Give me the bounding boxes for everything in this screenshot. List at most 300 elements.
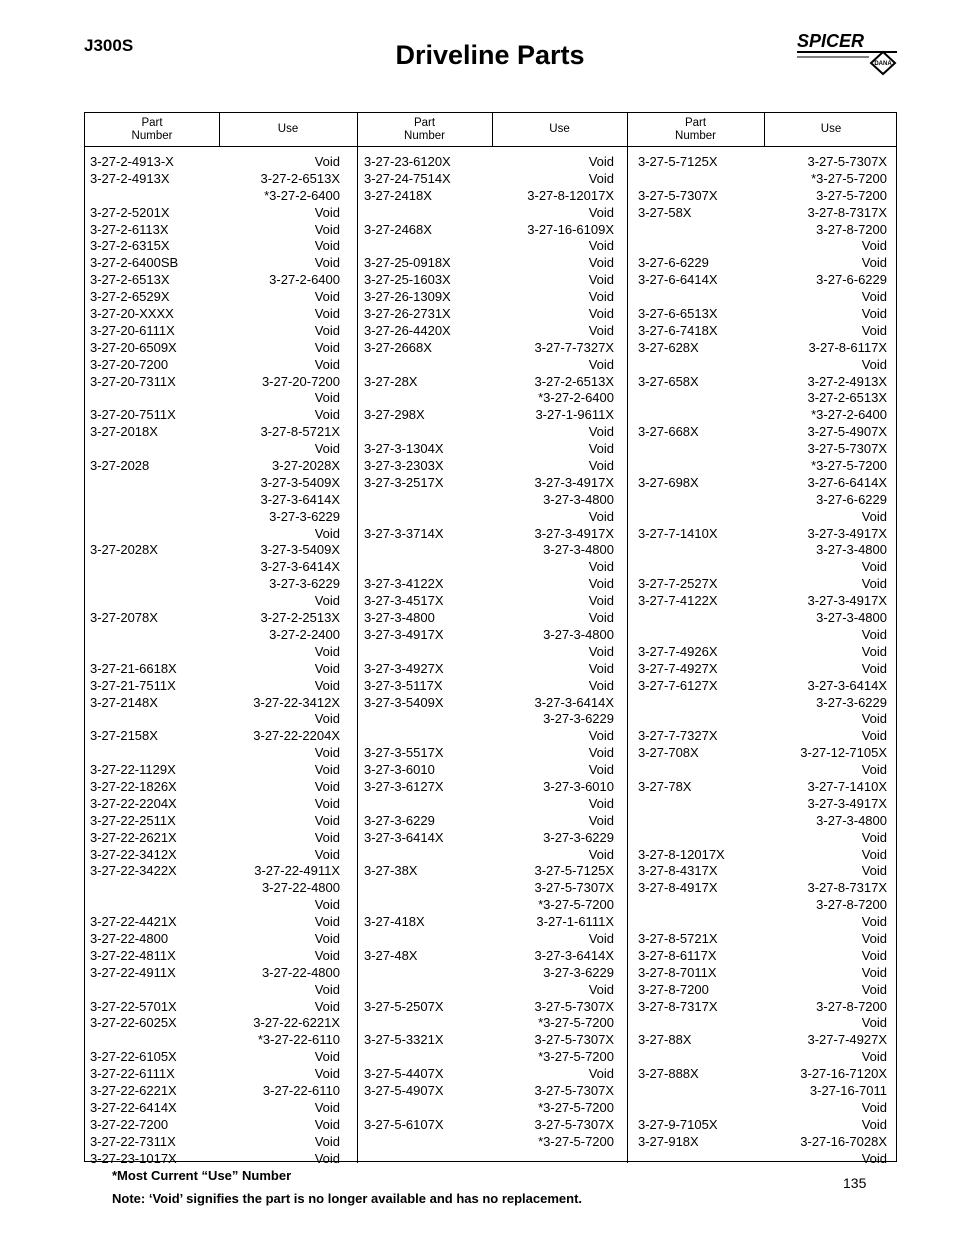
table-row	[638, 323, 887, 340]
table-row	[638, 948, 887, 965]
table-row	[90, 542, 340, 559]
table-row	[638, 610, 887, 627]
use-value: Void	[588, 424, 614, 440]
divider	[219, 113, 220, 146]
use-value: Void	[861, 626, 887, 642]
part-number: 3-27-24-7514X	[364, 170, 451, 186]
table-row	[90, 255, 340, 272]
table-row	[638, 1100, 887, 1117]
part-number: 3-27-22-2621X	[90, 829, 177, 845]
table-row	[638, 1015, 887, 1032]
table-row	[364, 255, 614, 272]
table-row	[90, 441, 340, 458]
part-number: 3-27-22-3412X	[90, 846, 177, 862]
use-value: 3-27-22-4800	[261, 964, 340, 980]
use-value: 3-27-3-6414X	[534, 947, 614, 963]
table-row	[90, 948, 340, 965]
table-row	[364, 542, 614, 559]
use-value: 3-27-5-7307X	[807, 441, 887, 457]
table-row	[90, 576, 340, 593]
table-row	[364, 238, 614, 255]
use-value: Void	[314, 221, 340, 237]
use-value: 3-27-2-6513X	[807, 390, 887, 406]
table-row	[90, 1015, 340, 1032]
table-row	[638, 830, 887, 847]
use-value: *3-27-5-7200	[538, 897, 614, 913]
use-value: 3-27-22-4800	[261, 880, 340, 896]
use-value: Void	[314, 998, 340, 1014]
part-number: 3-27-668X	[638, 424, 699, 440]
use-value: Void	[861, 964, 887, 980]
table-row	[90, 272, 340, 289]
part-number: 3-27-2-6400SB	[90, 255, 179, 271]
part-number: 3-27-3-2303X	[364, 458, 444, 474]
part-number: 3-27-22-6105X	[90, 1049, 177, 1065]
use-value: Void	[314, 812, 340, 828]
header-part-number-3: Part Number	[675, 116, 716, 142]
use-value: 3-27-3-6414X	[534, 694, 614, 710]
table-row	[364, 999, 614, 1016]
use-value: Void	[588, 728, 614, 744]
part-number: 3-27-7-2527X	[638, 576, 718, 592]
use-value: Void	[861, 306, 887, 322]
table-row	[364, 306, 614, 323]
table-row	[638, 205, 887, 222]
use-value: Void	[314, 339, 340, 355]
use-value: Void	[588, 1066, 614, 1082]
part-number: 3-27-3-6229	[364, 812, 435, 828]
use-value: Void	[314, 846, 340, 862]
part-number: 3-27-5-3321X	[364, 1032, 444, 1048]
part-number: 3-27-21-7511X	[90, 677, 176, 693]
use-value: Void	[861, 711, 887, 727]
use-value: Void	[588, 289, 614, 305]
use-value: 3-27-5-7307X	[534, 880, 614, 896]
model-code: J300S	[84, 36, 134, 55]
parts-column-3	[638, 154, 887, 1167]
table-row	[90, 1032, 340, 1049]
use-value: Void	[588, 745, 614, 761]
part-number: 3-27-7-4926X	[638, 643, 718, 659]
use-value: 3-27-1-9611X	[535, 407, 614, 423]
use-value: 3-27-22-4911X	[254, 863, 340, 879]
part-number: 3-27-7-1410X	[638, 525, 718, 541]
use-value: Void	[588, 576, 614, 592]
table-row	[90, 965, 340, 982]
table-row	[638, 661, 887, 678]
table-row	[364, 272, 614, 289]
part-number: 3-27-8-4317X	[638, 863, 718, 879]
table-row	[90, 559, 340, 576]
use-value: Void	[314, 322, 340, 338]
table-row	[90, 779, 340, 796]
use-value: Void	[861, 762, 887, 778]
part-number: 3-27-25-0918X	[364, 255, 451, 271]
table-row	[90, 492, 340, 509]
table-row	[364, 1032, 614, 1049]
table-row	[90, 323, 340, 340]
use-value: Void	[861, 508, 887, 524]
part-number: 3-27-20-7511X	[90, 407, 176, 423]
part-number: 3-27-3-5517X	[364, 745, 444, 761]
use-value: 3-27-7-7327X	[534, 339, 614, 355]
use-value: 3-27-3-4800	[816, 812, 887, 828]
table-row	[638, 897, 887, 914]
part-number: 3-27-658X	[638, 373, 699, 389]
use-value: Void	[588, 272, 614, 288]
part-number: 3-27-2-6513X	[90, 272, 170, 288]
table-row	[638, 999, 887, 1016]
part-number: 3-27-6-7418X	[638, 322, 718, 338]
use-value: Void	[588, 508, 614, 524]
table-row	[638, 728, 887, 745]
use-value: Void	[314, 930, 340, 946]
use-value: Void	[314, 390, 340, 406]
part-number: 3-27-5-4907X	[364, 1082, 444, 1098]
use-value: Void	[314, 525, 340, 541]
table-row	[364, 188, 614, 205]
part-number: 3-27-3-4122X	[364, 576, 444, 592]
table-row	[638, 847, 887, 864]
part-number: 3-27-22-1129X	[90, 762, 176, 778]
table-row	[90, 695, 340, 712]
table-row	[90, 1066, 340, 1083]
use-value: 3-27-2028X	[272, 458, 340, 474]
use-value: Void	[314, 593, 340, 609]
use-value: 3-27-5-7307X	[534, 1082, 614, 1098]
table-row	[638, 238, 887, 255]
table-row	[364, 1015, 614, 1032]
table-row	[638, 154, 887, 171]
use-value: 3-27-3-4917X	[807, 593, 887, 609]
part-number: 3-27-3-6010	[364, 762, 435, 778]
part-number: 3-27-2028	[90, 458, 150, 474]
part-number: 3-27-48X	[364, 947, 418, 963]
table-row	[364, 559, 614, 576]
part-number: 3-27-8-5721X	[638, 930, 718, 946]
use-value: Void	[861, 289, 887, 305]
table-row	[638, 965, 887, 982]
part-number: 3-27-2-4913-X	[90, 154, 174, 169]
table-row	[364, 1134, 614, 1151]
table-row	[90, 1134, 340, 1151]
table-row	[90, 526, 340, 543]
use-value: 3-27-5-7307X	[534, 1116, 614, 1132]
table-row	[638, 914, 887, 931]
part-number: 3-27-3-2517X	[364, 474, 444, 490]
use-value: Void	[588, 812, 614, 828]
part-number: 3-27-2148X	[90, 694, 158, 710]
part-number: 3-27-3-4517X	[364, 593, 444, 609]
logo-dana: DANA	[874, 61, 892, 67]
part-number: 3-27-6-6414X	[638, 272, 718, 288]
use-value: Void	[314, 711, 340, 727]
use-value: Void	[588, 238, 614, 254]
table-row	[364, 728, 614, 745]
part-number: 3-27-3-4927X	[364, 660, 444, 676]
table-row	[638, 627, 887, 644]
table-row	[364, 897, 614, 914]
use-value: *3-27-2-6400	[811, 407, 887, 423]
part-number: 3-27-698X	[638, 474, 699, 490]
part-number: 3-27-78X	[638, 778, 692, 794]
use-value: Void	[314, 660, 340, 676]
spicer-logo	[795, 28, 905, 78]
use-value: Void	[861, 930, 887, 946]
use-value: 3-27-3-4800	[543, 491, 614, 507]
use-value: 3-27-22-6110	[262, 1082, 340, 1098]
part-number: 3-27-708X	[638, 745, 699, 761]
part-number: 3-27-2418X	[364, 187, 432, 203]
part-number: 3-27-418X	[364, 914, 425, 930]
table-row	[90, 1100, 340, 1117]
table-header	[85, 113, 896, 147]
table-row	[638, 644, 887, 661]
table-row	[90, 475, 340, 492]
use-value: 3-27-2-4913X	[807, 373, 887, 389]
use-value: Void	[588, 458, 614, 474]
use-value: 3-27-2-6513X	[260, 170, 340, 186]
use-value: Void	[861, 238, 887, 254]
table-row	[364, 813, 614, 830]
parts-column-1	[90, 154, 340, 1167]
use-value: 3-27-8-5721X	[260, 424, 340, 440]
use-value: 3-27-3-6010	[543, 778, 614, 794]
table-row	[90, 188, 340, 205]
table-row	[364, 407, 614, 424]
table-row	[638, 931, 887, 948]
part-number: 3-27-2078X	[90, 610, 158, 626]
use-value: 3-27-12-7105X	[800, 745, 887, 761]
use-value: 3-27-22-2204X	[253, 728, 340, 744]
use-value: 3-27-20-7200	[261, 373, 340, 389]
use-value: 3-27-3-4800	[816, 542, 887, 558]
part-number: 3-27-20-7311X	[90, 373, 176, 389]
table-row	[364, 914, 614, 931]
table-row	[638, 407, 887, 424]
table-row	[364, 948, 614, 965]
table-row	[90, 931, 340, 948]
use-value: Void	[588, 762, 614, 778]
table-row	[364, 509, 614, 526]
use-value: Void	[314, 947, 340, 963]
part-number: 3-27-2018X	[90, 424, 158, 440]
table-row	[90, 593, 340, 610]
use-value: Void	[861, 660, 887, 676]
use-value: Void	[861, 846, 887, 862]
table-row	[638, 559, 887, 576]
part-number: 3-27-8-7317X	[638, 998, 718, 1014]
use-value: Void	[861, 643, 887, 659]
part-number: 3-27-298X	[364, 407, 425, 423]
part-number: 3-27-8-7200	[638, 981, 709, 997]
use-value: Void	[588, 981, 614, 997]
use-value: Void	[861, 1049, 887, 1065]
part-number: 3-27-22-6111X	[90, 1066, 175, 1082]
use-value: *3-27-22-6110	[257, 1032, 340, 1048]
use-value: Void	[314, 204, 340, 220]
table-row	[90, 847, 340, 864]
use-value: Void	[588, 255, 614, 271]
table-row	[90, 796, 340, 813]
table-row	[638, 813, 887, 830]
table-row	[638, 1134, 887, 1151]
use-value: *3-27-5-7200	[811, 170, 887, 186]
table-row	[364, 205, 614, 222]
table-row	[638, 475, 887, 492]
table-row	[90, 205, 340, 222]
use-value: 3-27-8-12017X	[527, 187, 614, 203]
part-number: 3-27-5-2507X	[364, 998, 444, 1014]
use-value: Void	[314, 255, 340, 271]
header-part-number-2: Part Number	[404, 116, 445, 142]
part-number: 3-27-3-5409X	[364, 694, 444, 710]
part-number: 3-27-7-4927X	[638, 660, 718, 676]
use-value: 3-27-3-6414X	[807, 677, 887, 693]
table-row	[364, 154, 614, 171]
table-row	[364, 762, 614, 779]
table-row	[90, 407, 340, 424]
table-row	[638, 171, 887, 188]
table-row	[638, 1049, 887, 1066]
table-row	[364, 1117, 614, 1134]
divider	[764, 113, 765, 146]
use-value: Void	[861, 1099, 887, 1115]
use-value: Void	[314, 795, 340, 811]
use-value: 3-27-3-6414X	[260, 491, 340, 507]
part-number: 3-27-20-7200	[90, 356, 169, 372]
use-value: 3-27-5-7200	[816, 187, 887, 203]
table-row	[638, 745, 887, 762]
table-row	[364, 458, 614, 475]
footnote-most-current: *Most Current “Use” Number	[112, 1168, 292, 1183]
use-value: Void	[314, 1133, 340, 1149]
part-number: 3-27-20-6509X	[90, 339, 177, 355]
use-value: 3-27-8-7200	[816, 998, 887, 1014]
page-number: 135	[843, 1175, 867, 1191]
table-row	[638, 509, 887, 526]
table-row	[90, 509, 340, 526]
table-row	[364, 492, 614, 509]
use-value: Void	[314, 762, 340, 778]
use-value: 3-27-3-4917X	[807, 525, 887, 541]
use-value: Void	[861, 322, 887, 338]
table-row	[638, 576, 887, 593]
divider	[357, 113, 358, 1163]
use-value: Void	[588, 643, 614, 659]
header-use-2: Use	[549, 123, 570, 135]
use-value: *3-27-5-7200	[538, 1099, 614, 1115]
part-number: 3-27-2158X	[90, 728, 158, 744]
use-value: Void	[588, 154, 614, 169]
table-row	[638, 880, 887, 897]
part-number: 3-27-20-XXXX	[90, 306, 174, 322]
use-value: 3-27-2-6513X	[534, 373, 614, 389]
use-value: 3-27-6-6414X	[807, 474, 887, 490]
table-row	[364, 357, 614, 374]
table-row	[90, 171, 340, 188]
use-value: Void	[861, 1015, 887, 1031]
part-number: 3-27-2-5201X	[90, 204, 170, 220]
part-number: 3-27-22-6025X	[90, 1015, 177, 1031]
use-value: Void	[314, 154, 340, 169]
table-row	[364, 1083, 614, 1100]
use-value: 3-27-3-5409X	[260, 542, 340, 558]
use-value: Void	[314, 778, 340, 794]
header-use-3: Use	[820, 123, 842, 135]
table-row	[638, 222, 887, 239]
table-row	[90, 813, 340, 830]
table-row	[90, 340, 340, 357]
use-value: Void	[861, 1116, 887, 1132]
table-row	[90, 982, 340, 999]
use-value: Void	[588, 441, 614, 457]
table-row	[90, 644, 340, 661]
part-number: 3-27-3-6414X	[364, 829, 444, 845]
use-value: Void	[588, 559, 614, 575]
table-row	[638, 390, 887, 407]
part-number: 3-27-3-4917X	[364, 626, 444, 642]
use-value: 3-27-5-4907X	[807, 424, 887, 440]
table-row	[364, 593, 614, 610]
part-number: 3-27-2468X	[364, 221, 432, 237]
table-row	[638, 458, 887, 475]
use-value: Void	[314, 981, 340, 997]
table-row	[364, 627, 614, 644]
use-value: Void	[588, 306, 614, 322]
part-number: 3-27-22-2511X	[90, 812, 176, 828]
table-row	[90, 745, 340, 762]
table-row	[638, 779, 887, 796]
part-number: 3-27-3-5117X	[364, 677, 443, 693]
table-row	[90, 238, 340, 255]
table-row	[90, 678, 340, 695]
use-value: Void	[314, 238, 340, 254]
table-row	[90, 357, 340, 374]
table-row	[364, 340, 614, 357]
table-row	[90, 880, 340, 897]
use-value: Void	[588, 170, 614, 186]
table-row	[364, 931, 614, 948]
use-value: Void	[861, 576, 887, 592]
use-value: Void	[314, 441, 340, 457]
table-row	[364, 965, 614, 982]
table-row	[638, 1117, 887, 1134]
use-value: 3-27-7-1410X	[807, 778, 887, 794]
use-value: Void	[861, 255, 887, 271]
table-row	[90, 627, 340, 644]
use-value: 3-27-7-4927X	[807, 1032, 887, 1048]
use-value: Void	[861, 728, 887, 744]
use-value: Void	[588, 795, 614, 811]
table-row	[638, 695, 887, 712]
use-value: 3-27-3-6229	[816, 694, 887, 710]
use-value: Void	[314, 745, 340, 761]
table-row	[364, 424, 614, 441]
use-value: Void	[588, 322, 614, 338]
table-row	[364, 745, 614, 762]
use-value: Void	[314, 1066, 340, 1082]
use-value: Void	[314, 829, 340, 845]
use-value: Void	[314, 356, 340, 372]
use-value: 3-27-22-6221X	[253, 1015, 340, 1031]
part-number: 3-27-3-4800	[364, 610, 435, 626]
logo-wordmark: SPICER	[797, 31, 865, 51]
table-row	[364, 711, 614, 728]
part-number: 3-27-22-6221X	[90, 1082, 177, 1098]
part-number: 3-27-28X	[364, 373, 418, 389]
use-value: 3-27-2-2513X	[260, 610, 340, 626]
